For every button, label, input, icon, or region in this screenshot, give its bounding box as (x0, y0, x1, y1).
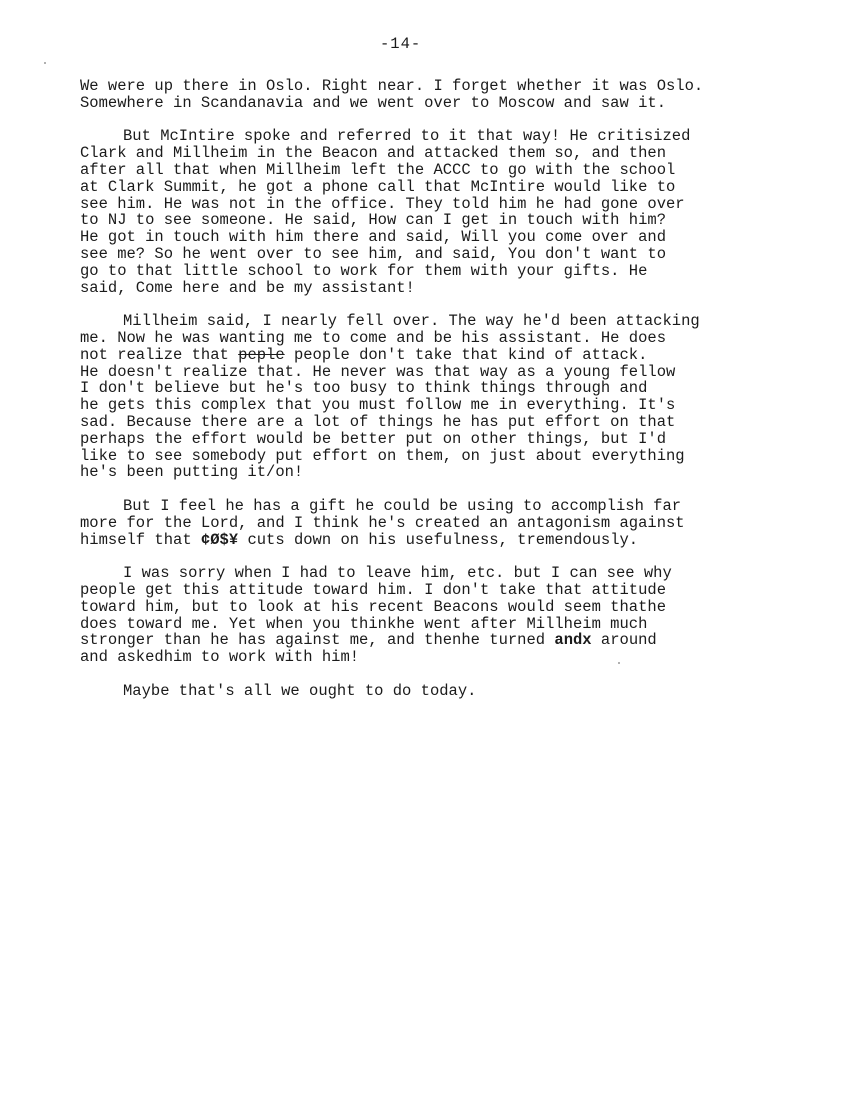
text-line (80, 313, 780, 330)
text-line (80, 364, 780, 381)
text-segment: But McIntire spoke and referred to it that way! He critisized (123, 127, 691, 146)
text-segment: see him. He was not in the office. They told him he had gone over (80, 194, 685, 213)
text-segment: We were up there in Oslo. Right near. I forget whether it was Oslo. (80, 77, 704, 95)
text-segment: toward him, but to look at his recent Beacons would seem thathe (80, 597, 666, 616)
text-line (80, 196, 780, 213)
paragraph (80, 565, 780, 666)
text-segment: he's been putting it/on! (80, 463, 304, 482)
text-segment: Millheim said, I nearly fell over. The way he'd been attacking (123, 312, 700, 331)
text-line (80, 246, 780, 263)
text-segment: stronger than he has against me, and thenhe turned (80, 631, 555, 650)
text-segment: He got in touch with him there and said, Will you come over and (80, 228, 666, 247)
paragraph-gap (80, 112, 780, 129)
text-segment: go to that little school to work for them with your gifts. He (80, 261, 648, 280)
text-segment: himself that (80, 530, 201, 549)
text-line (80, 582, 780, 599)
text-segment: people get this attitude toward him. I don't take that attitude (80, 580, 666, 599)
paragraph (80, 313, 780, 481)
text-line (80, 397, 780, 414)
text-segment: Somewhere in Scandanavia and we went over to Moscow and saw it. (80, 93, 666, 112)
paragraph-gap (80, 548, 780, 565)
text-segment: He doesn't realize that. He never was that way as a young fellow (80, 362, 676, 381)
paragraph-gap (80, 666, 780, 683)
text-line (80, 683, 780, 700)
text-segment: I don't believe but he's too busy to think things through and (80, 379, 648, 398)
text-line (80, 330, 780, 347)
text-segment: at Clark Summit, he got a phone call that McIntire would like to (80, 177, 676, 196)
text-segment: people don't take that kind of attack. (284, 345, 648, 364)
body-text (80, 78, 780, 699)
text-line (80, 162, 780, 179)
text-segment: see me? So he went over to see him, and said, You don't want to (80, 244, 666, 263)
text-line (80, 498, 780, 515)
text-line (80, 229, 780, 246)
text-line (80, 78, 780, 95)
text-segment: not realize that (80, 345, 239, 364)
text-segment: like to see somebody put effort on them, on just about everything (80, 446, 685, 465)
paragraph (80, 683, 780, 700)
text-segment: Maybe that's all we ought to do today. (123, 681, 477, 700)
text-segment: more for the Lord, and I think he's created an antagonism against (80, 513, 685, 532)
text-segment: said, Come here and be my assistant! (80, 278, 415, 297)
text-line (80, 212, 780, 229)
paragraph-gap (80, 481, 780, 498)
text-segment: I was sorry when I had to leave him, etc. but I can see why (123, 564, 672, 583)
text-segment: to NJ to see someone. He said, How can I get in touch with him? (80, 211, 666, 230)
text-segment: around (591, 631, 657, 650)
text-line (80, 95, 780, 112)
struck-text: peple (238, 345, 285, 364)
overtyped-text: ¢Ø$¥ (200, 530, 239, 549)
text-line (80, 431, 780, 448)
paragraph (80, 498, 780, 548)
paragraph (80, 78, 780, 112)
page-number: -14- (380, 35, 422, 53)
text-segment: Clark and Millheim in the Beacon and attacked them so, and then (80, 144, 666, 163)
text-line (80, 145, 780, 162)
text-line (80, 616, 780, 633)
text-segment: and askedhim to work with him! (80, 648, 360, 667)
text-segment: sad. Because there are a lot of things he has put effort on that (80, 412, 676, 431)
paragraph (80, 128, 780, 296)
text-line (80, 280, 780, 297)
text-segment: perhaps the effort would be better put on other things, but I'd (80, 429, 666, 448)
text-line (80, 448, 780, 465)
text-segment: cuts down on his usefulness, tremendously. (238, 530, 639, 549)
text-line (80, 565, 780, 582)
text-line (80, 263, 780, 280)
text-segment: But I feel he has a gift he could be using to accomplish far (123, 496, 682, 515)
text-line (80, 632, 780, 649)
overtyped-text: andx (554, 631, 592, 650)
text-line (80, 515, 780, 532)
text-line (80, 414, 780, 431)
text-line (80, 179, 780, 196)
text-line (80, 532, 780, 549)
text-segment: he gets this complex that you must follow me in everything. It's (80, 396, 676, 415)
text-line (80, 128, 780, 145)
text-segment: me. Now he was wanting me to come and be his assistant. He does (80, 328, 666, 347)
text-line (80, 464, 780, 481)
text-segment: after all that when Millheim left the ACCC to go with the school (80, 160, 676, 179)
text-segment: does toward me. Yet when you thinkhe went after Millheim much (80, 614, 648, 633)
text-line (80, 380, 780, 397)
text-line (80, 649, 780, 666)
text-line (80, 347, 780, 364)
scan-speck (44, 62, 46, 64)
text-line (80, 599, 780, 616)
paragraph-gap (80, 296, 780, 313)
